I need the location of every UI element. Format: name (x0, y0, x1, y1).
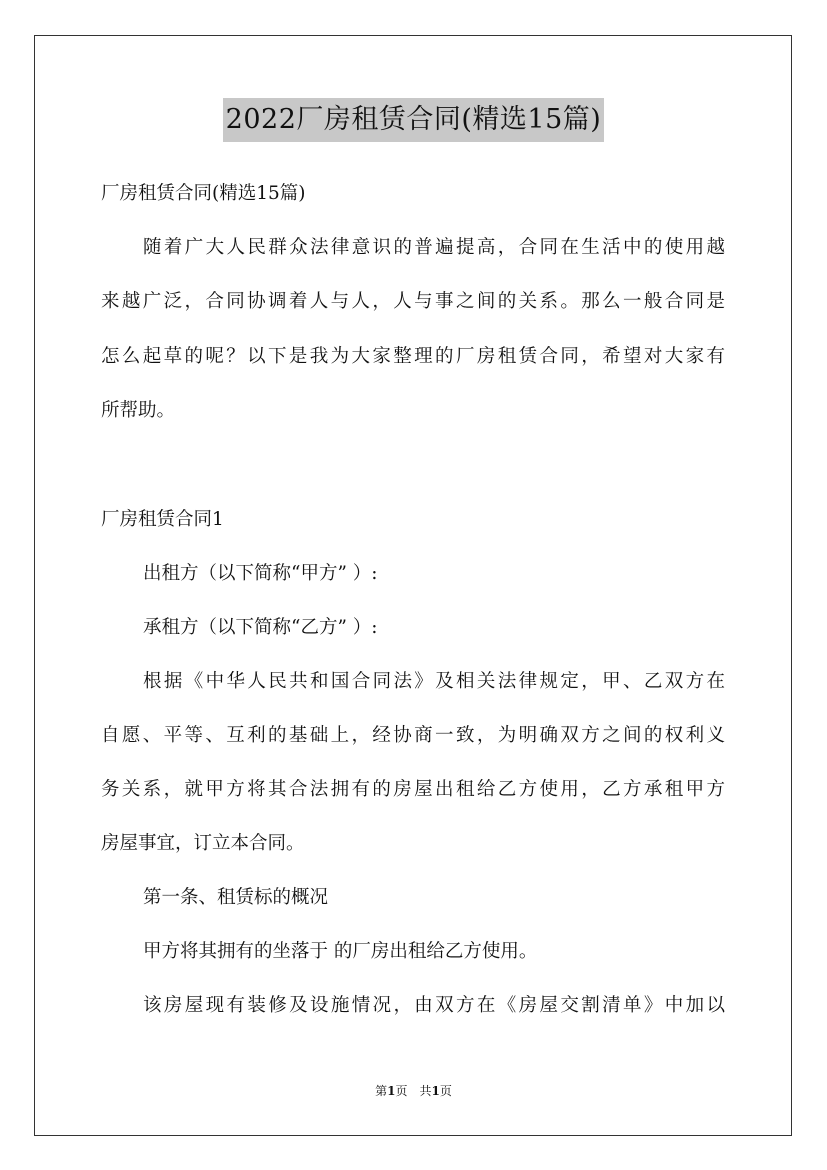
footer-page-total: 1 (431, 1084, 440, 1098)
document-subtitle: 厂房租赁合同(精选15篇) (101, 183, 306, 204)
intro-paragraph-line-2: 来越广泛，合同协调着人与人，人与事之间的关系。那么一般合同是 (101, 291, 725, 312)
basis-paragraph-line-4: 房屋事宜，订立本合同。 (101, 833, 305, 854)
basis-paragraph-line-2: 自愿、平等、互利的基础上，经协商一致，为明确双方之间的权利义 (101, 725, 725, 746)
article-one-paragraph-1: 甲方将其拥有的坐落于 的厂房出租给乙方使用。 (143, 941, 538, 962)
page-footer (0, 1083, 827, 1099)
footer-page-current: 1 (387, 1084, 396, 1098)
article-one-heading: 第一条、租赁标的概况 (143, 887, 329, 908)
footer-total-prefix: 共 (419, 1084, 432, 1098)
basis-paragraph-line-3: 务关系，就甲方将其合法拥有的房屋出租给乙方使用，乙方承租甲方 (101, 779, 725, 800)
section-heading: 厂房租赁合同1 (101, 509, 224, 530)
intro-paragraph-line-3: 怎么起草的呢？以下是我为大家整理的厂房租赁合同，希望对大家有 (101, 346, 725, 367)
intro-paragraph-line-4: 所帮助。 (101, 400, 176, 421)
footer-total-suffix: 页 (439, 1084, 452, 1098)
title-container (0, 98, 827, 142)
intro-paragraph-line-1: 随着广大人民群众法律意识的普遍提高，合同在生活中的使用越 (143, 237, 725, 258)
footer-page-suffix: 页 (395, 1084, 408, 1098)
document-title: 2022厂房租赁合同(精选15篇) (223, 98, 605, 142)
article-one-paragraph-2: 该房屋现有装修及设施情况，由双方在《房屋交割清单》中加以 (143, 995, 725, 1016)
lessor-line: 出租方（以下简称“甲方” ）: (143, 563, 378, 584)
basis-paragraph-line-1: 根据《中华人民共和国合同法》及相关法律规定，甲、乙双方在 (143, 671, 725, 692)
footer-page-prefix: 第 (375, 1084, 388, 1098)
lessee-line: 承租方（以下简称“乙方” ）: (143, 617, 378, 638)
